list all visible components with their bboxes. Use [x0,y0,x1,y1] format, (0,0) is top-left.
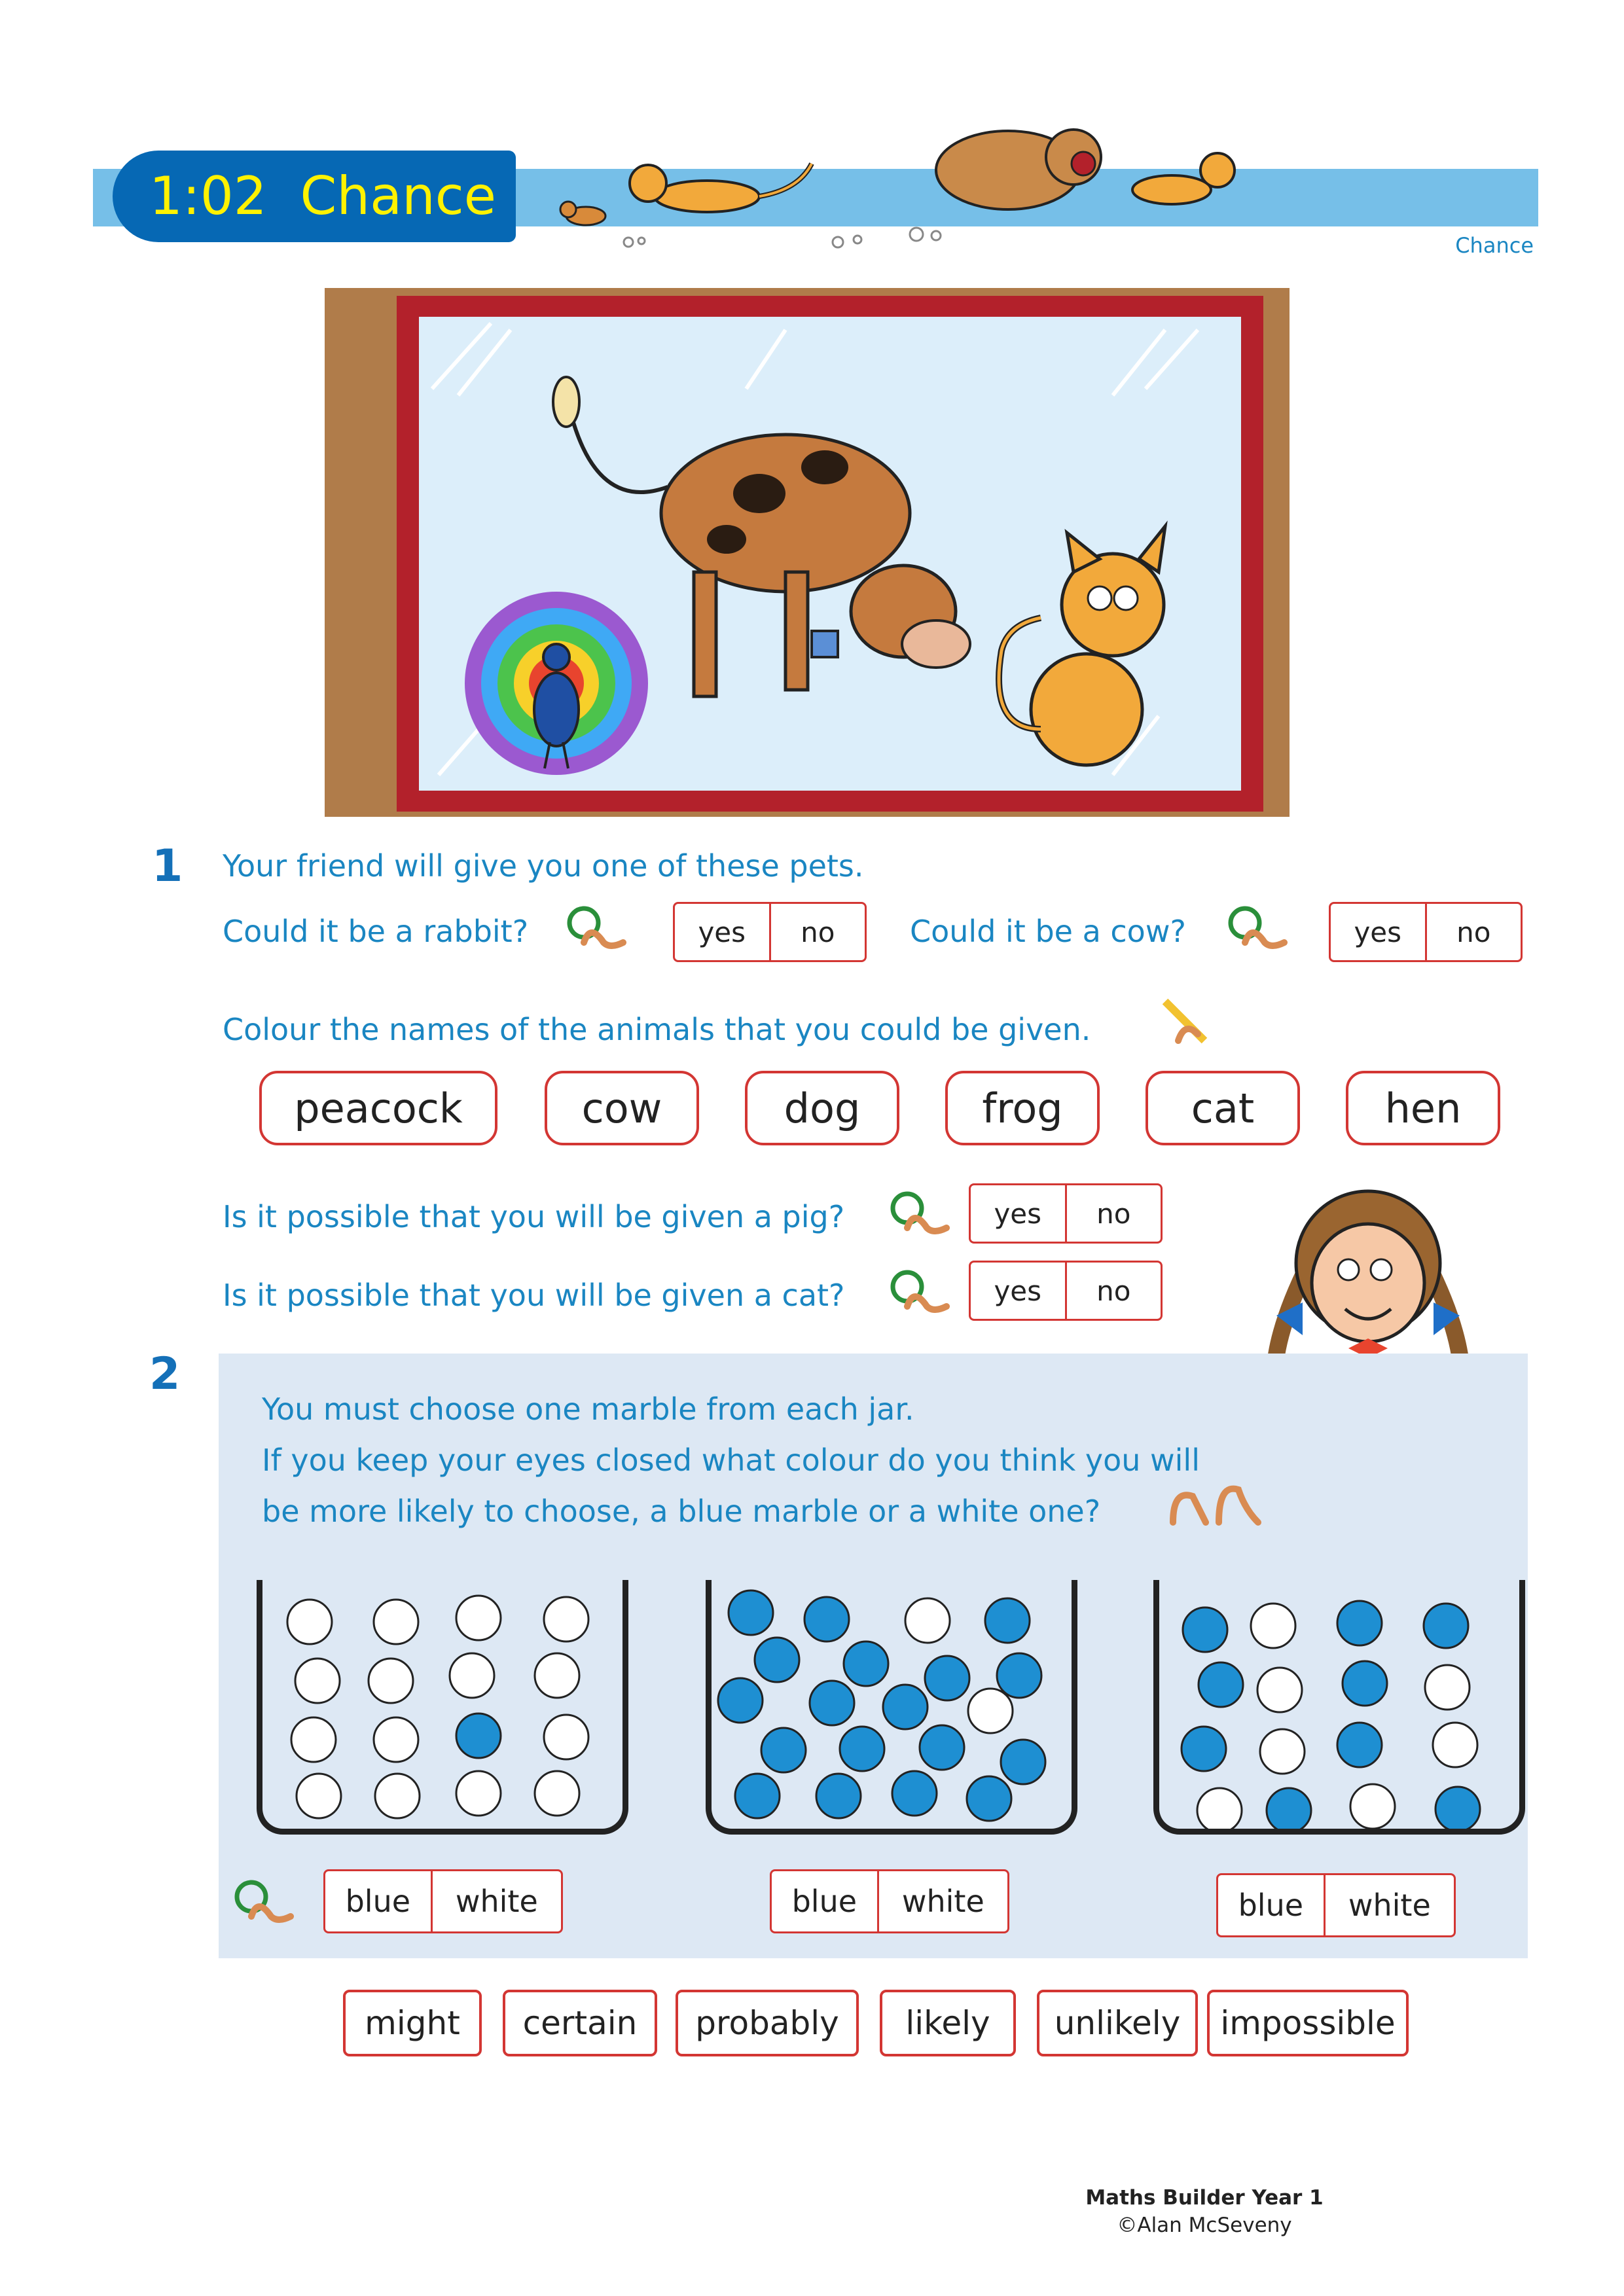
q2-line-2: If you keep your eyes closed what colour do you think you will [262,1443,1200,1478]
cat-yes-no [969,1261,1163,1321]
q2-line-1: You must choose one marble from each jar. [262,1391,914,1427]
jar-3-blue-option[interactable]: blue [1238,1888,1304,1923]
peacock-illustration [465,592,648,775]
cat-yes-option[interactable]: yes [994,1274,1042,1307]
pig-question: Is it possible that you will be given a pig? [223,1199,845,1234]
cow-yes-no [1329,902,1523,962]
chase-cartoon [550,111,1270,262]
word-unlikely[interactable]: unlikely [1037,1990,1198,2056]
pig-yes-no [969,1183,1163,1244]
jar-1-marbles [262,1580,623,1829]
question-2-number: 2 [149,1348,181,1400]
running-cat-illustration [630,164,812,212]
q2-line-3: be more likely to choose, a blue marble or a white one? [262,1494,1101,1529]
pets-illustration [419,317,1241,791]
word-might[interactable]: might [343,1990,482,2056]
rabbit-yes-no [673,902,867,962]
rabbit-yes-option[interactable]: yes [698,916,746,948]
worms-icon [1160,1477,1271,1529]
animal-name-hen[interactable]: hen [1346,1071,1500,1145]
chapter-number: 1:02 [149,166,267,226]
jar-3 [1153,1580,1525,1835]
word-impossible[interactable]: impossible [1207,1990,1409,2056]
pig-no-option[interactable]: no [1065,1185,1161,1242]
word-probably[interactable]: probably [676,1990,859,2056]
colour-instruction: Colour the names of the animals that you could be given. [223,1012,1091,1047]
girl-illustration [1263,1172,1473,1368]
jar-3-white-option[interactable]: white [1324,1875,1454,1935]
bulldog-illustration [936,130,1101,209]
rabbit-question: Could it be a rabbit? [223,914,529,949]
jar-2 [706,1580,1077,1835]
q1-intro: Your friend will give you one of these pets. [223,848,864,884]
pig-yes-option[interactable]: yes [994,1197,1042,1230]
jar-1-white-option[interactable]: white [431,1871,561,1931]
animal-name-peacock[interactable]: peacock [259,1071,497,1145]
topic-label: Chance [1455,233,1534,258]
footer-copyright: ©Alan McSeveny [1117,2214,1292,2237]
jar-2-answer [770,1869,1009,1933]
jar-2-marbles [712,1580,1072,1829]
chapter-name: Chance [300,166,497,226]
animal-name-frog[interactable]: frog [945,1071,1100,1145]
worm-thinking-icon [888,1189,960,1241]
word-certain[interactable]: certain [503,1990,657,2056]
jar-3-marbles [1159,1580,1519,1829]
jar-1 [257,1580,628,1835]
worm-thinking-icon [888,1267,960,1319]
footer-book-title: Maths Builder Year 1 [1085,2186,1324,2210]
jar-3-answer [1216,1873,1456,1937]
animal-name-dog[interactable]: dog [745,1071,899,1145]
worm-thinking-icon [564,903,636,956]
jar-2-white-option[interactable]: white [877,1871,1007,1931]
worm-thinking-icon [232,1877,304,1929]
rabbit-no-option[interactable]: no [769,904,865,960]
cow-no-option[interactable]: no [1425,904,1521,960]
scared-cat-illustration [1132,153,1235,204]
cat-no-option[interactable]: no [1065,1263,1161,1319]
cat-question: Is it possible that you will be given a cat? [223,1278,845,1313]
question-1-number: 1 [152,840,183,892]
jar-2-blue-option[interactable]: blue [791,1884,857,1919]
cow-question: Could it be a cow? [910,914,1186,949]
animal-name-cat[interactable]: cat [1146,1071,1300,1145]
jar-1-answer [323,1869,563,1933]
animal-name-cow[interactable]: cow [545,1071,699,1145]
small-dog-illustration [560,202,605,225]
word-likely[interactable]: likely [880,1990,1016,2056]
chapter-title [149,158,496,234]
jar-1-blue-option[interactable]: blue [345,1884,411,1919]
worm-pencil-icon [1152,995,1224,1047]
worm-thinking-icon [1225,903,1297,956]
cow-yes-option[interactable]: yes [1354,916,1402,948]
cat-illustration [999,526,1165,765]
